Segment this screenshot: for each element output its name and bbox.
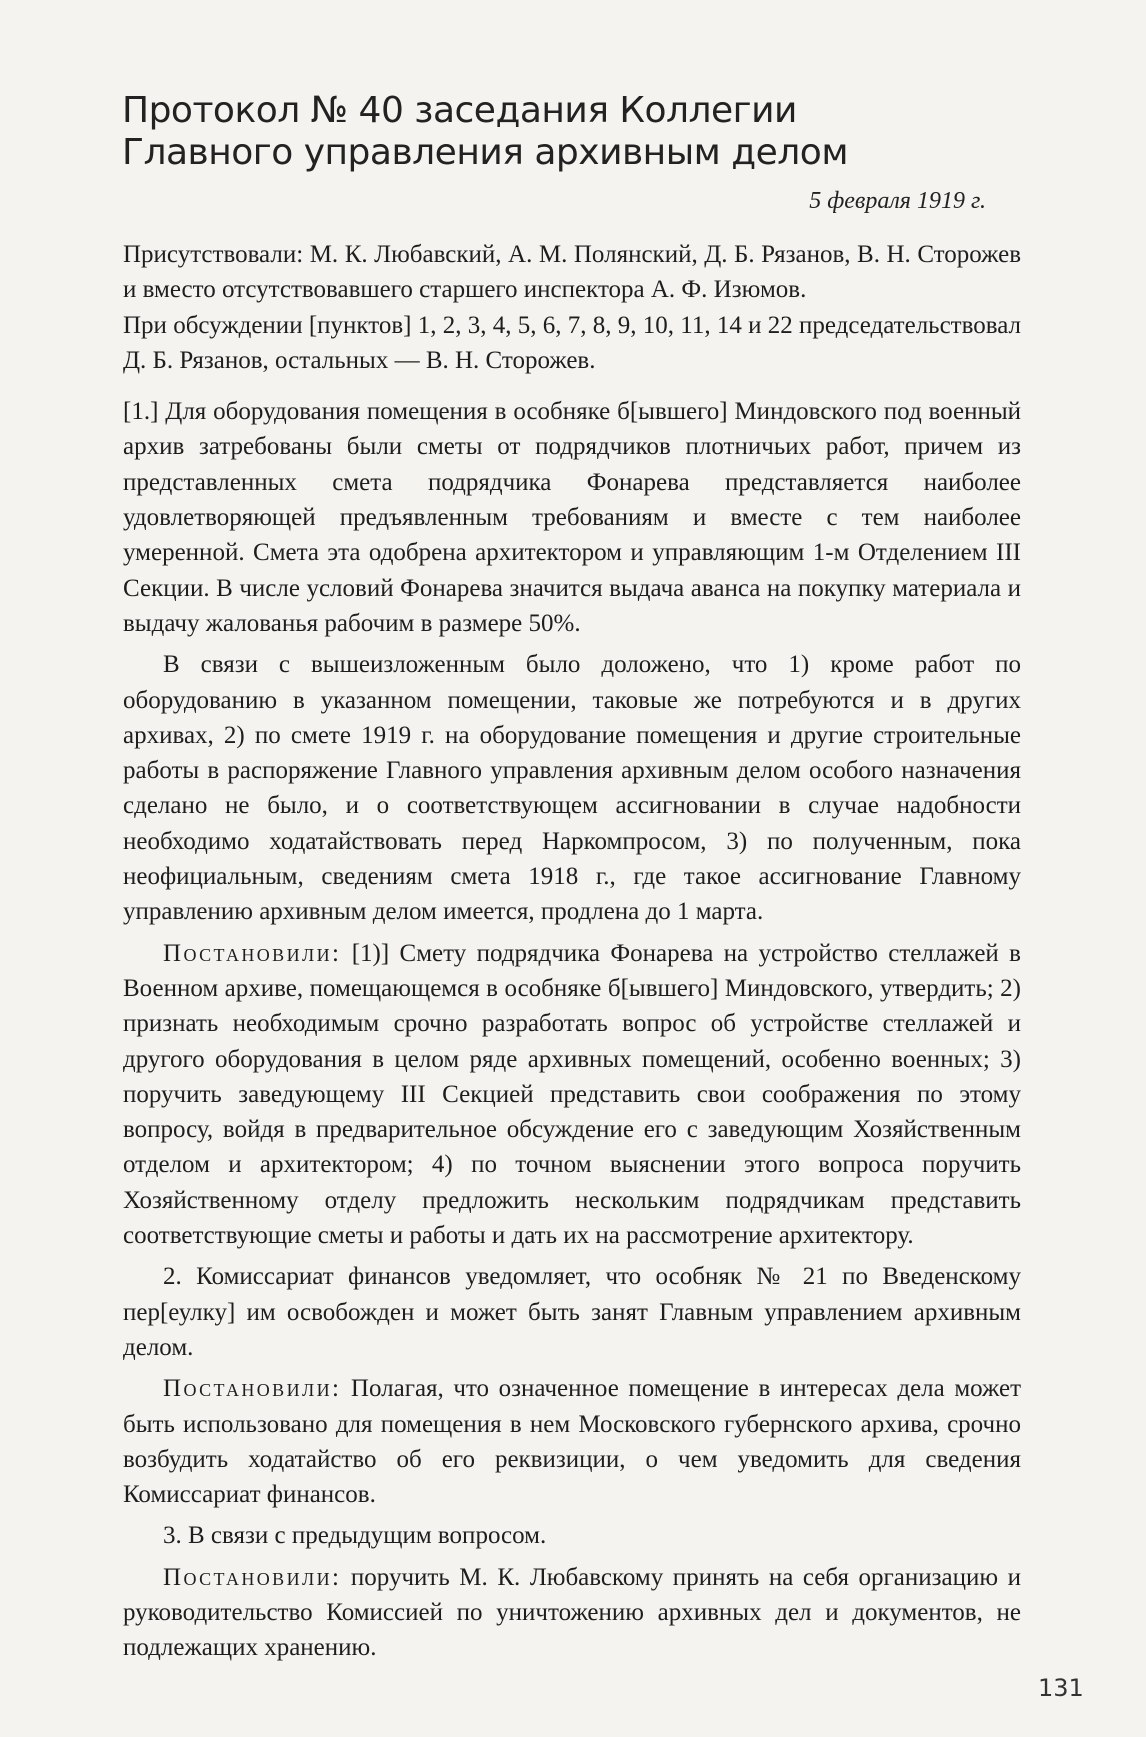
item-3-paragraph: 3. В связи с предыдущим вопросом. xyxy=(163,1522,547,1550)
item-1-report-paragraph: В связи с вышеизложенным было доложено, что 1) кроме работ по оборудованию в указанном помещении, таковые же потребуются и в других архивах, 2) по смете 1919 г. на оборудование помещения и другие строительные работы в распоряжение Главного управления архивным делом особого назначения сделано не было, и о соответствующем ассигновании в случае надобности необходимо ходатайствовать перед Наркомпросом, 3) по полученным, пока неофициальным, сведениям смета 1918 г., где такое ассигнование Главному управлению архивным делом имеется, продлена до 1 марта. xyxy=(123,651,1021,926)
protocol-title xyxy=(122,90,982,174)
page-number: 131 xyxy=(1038,1674,1084,1702)
resolved-label: Постановили: xyxy=(163,939,342,967)
item-1-paragraph: [1.] Для оборудования помещения в особняке б[ывшего] Миндовского под военный архив затребованы были сметы от подрядчиков плотничьих работ, причем из представленных смета подрядчика Фонарева представляется наиболее удовлетворяющей предъявленным требованиям и вместе с тем наиболее умеренной. Смета эта одобрена архитектором и управляющим 1-м Отделением III Секции. В числе условий Фонарева значится выдача аванса на покупку материала и выдачу жалованья рабочим в размере 50%. xyxy=(123,398,1021,637)
resolution-3-text: поручить М. К. Любавскому принять на себя организацию и руководительство Комиссией по уничтожению архивных дел и документов, не подлежащих хранению. xyxy=(123,1563,1021,1662)
resolution-2-text: Полагая, что означенное помещение в интересах дела может быть использовано для помещения в нем Московского губернского архива, срочно возбудить ходатайство об его реквизиции, о чем уведомить для сведения Комиссариат финансов. xyxy=(123,1375,1021,1509)
protocol-body xyxy=(123,237,1021,1666)
resolution-2-paragraph xyxy=(123,1371,1021,1512)
title-line-1: Протокол № 40 заседания Коллегии xyxy=(122,90,797,131)
item-2-paragraph: 2. Комиссариат финансов уведомляет, что особняк № 21 по Введенскому пер[еулку] им освобожден и может быть занят Главным управлением архивным делом. xyxy=(123,1263,1021,1361)
resolution-1-text: [1)] Смету подрядчика Фонарева на устройство стеллажей в Военном архиве, помещающемся в особняке б[ывшего] Миндовского, утвердить; 2) признать необходимым срочно разработать вопрос об устройстве стеллажей и другого оборудования в целом ряде архивных помещений, особенно военных; 3) поручить заведующему III Секцией представить свои соображения по этому вопросу, войдя в предварительное обсуждение его с заведующим Хозяйственным отделом и архитектором; 4) по точном выяснении этого вопроса поручить Хозяйственному отделу предложить нескольким подрядчикам представить соответствующие сметы и работы и дать их на рассмотрение архитектору. xyxy=(123,939,1021,1250)
resolved-label: Постановили: xyxy=(163,1563,342,1591)
resolution-3-paragraph xyxy=(123,1560,1021,1666)
title-line-2: Главного управления архивным делом xyxy=(122,132,848,173)
protocol-date: 5 февраля 1919 г. xyxy=(809,188,986,214)
resolved-label: Постановили: xyxy=(163,1375,342,1403)
present-paragraph: Присутствовали: М. К. Любавский, А. М. Полянский, Д. Б. Рязанов, В. Н. Сторожев и вместо отсутствовавшего старшего инспектора А. Ф. Изюмов. xyxy=(123,241,1021,304)
resolution-1-paragraph xyxy=(123,936,1021,1254)
chair-paragraph: При обсуждении [пунктов] 1, 2, 3, 4, 5, 6, 7, 8, 9, 10, 11, 14 и 22 председательствовал Д. Б. Рязанов, остальных — В. Н. Сторожев. xyxy=(123,311,1021,374)
